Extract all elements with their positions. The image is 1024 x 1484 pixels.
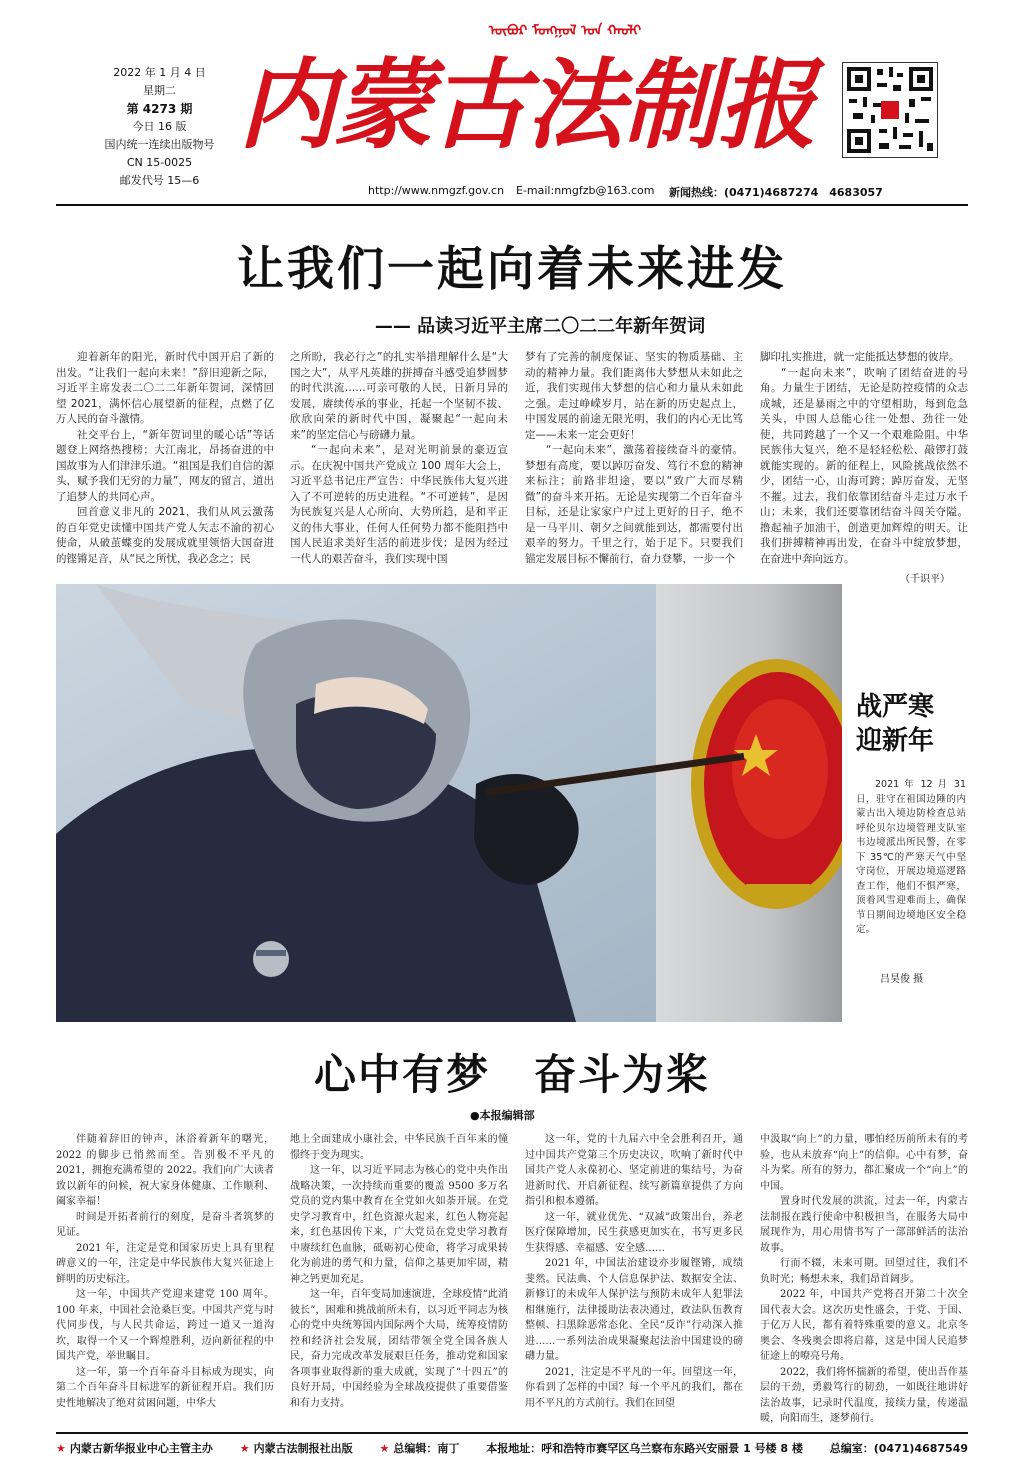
article2-byline: ●本报编辑部 xyxy=(470,1109,535,1122)
article1-byline: （千识平） xyxy=(900,574,950,585)
mongolian-title: ᠦᠪᠦᠷ ᠮᠣᠩᠭᠣᠯ ᠤᠨ ᠬᠠᠤᠯᠢ xyxy=(488,23,642,39)
article1-column-4: 脚印扎实推进，就一定能抵达梦想的彼岸。 “一起向未来”，吹响了团结奋进的号角。力量生于团结，无论是防控疫情的众志成城，还是暴雨之中的守望相助，每到危急关头，中国人总能心往一处想、劲往一处使，共同跨越了一个又一个艰难险阻。中华民族伟大复兴，绝不是轻轻松松、敲锣打鼓就能实现的。新的征程上，风险挑战依然不少，团结一心，山海可跨；踔厉奋发，无坚不摧。过去，我们依靠团结奋斗走过万水千山；未来，我们还要靠团结奋斗闯关夺隘。撸起袖子加油干，创造更加辉煌的明天。让我们拼搏精神再出发，在奋斗中绽放梦想，在奋进中奔向远方。 xyxy=(760,351,968,565)
article2-column-1: 伴随着辞旧的钟声，沐浴着新年的曙光，2022 的脚步已悄然而至。告别极不平凡的 2021，拥抱充满希望的 2022。我们向广大读者致以新年的问候，祝大家身体健康、工作顺利、阖家幸福！ 时间是开拓者前行的刻度，是奋斗者筑梦的见证。 2021 年，注定是党和国家历史上具有里程碑意义的一年，注定是中华民族伟大复兴征途上鲜明的历史标注。 这一年，中国共产党迎来建党 100 周年。100 年来，中国社会沧桑巨变。中国共产党与时代同步伐，与人民共命运，跨过一道又一道沟坎，取得一个又一个辉煌胜利，迈向新征程的中国共产党，举世瞩目。 这一年，第一个百年奋斗目标成为现实，向第二个百年奋斗目标进军的新征程开启。我们历史性地解决了绝对贫困问题，中华大 xyxy=(56,1134,274,1409)
photo-credit: 吕昊俊 摄 xyxy=(880,974,924,985)
article1-column-2: 之所盼，我必行之”的扎实举措理解什么是“大国之大”，从平凡英雄的拼搏奋斗感受追梦圆梦的时代洪流……可亲可敬的人民，日新月异的发展，赓续传承的事业，托起一个坚韧不拔、欣欣向荣的新时代中国，凝聚起“一起向未来”的坚定信心与磅礴力量。 “一起向未来”，是对光明前景的豪迈宣示。在庆祝中国共产党成立 100 周年大会上，习近平总书记庄严宣告：中华民族伟大复兴进入了不可逆转的历史进程。“不可逆转”，是因为民族复兴是人心所向、大势所趋，是和平正义的伟大事业，任何人任何势力都不能阻挡中国人民追求美好生活的前进步伐；是因为经过一代人的艰苦奋斗，我们实现中国 xyxy=(290,351,508,565)
main-headline: 让我们一起向着未来进发 xyxy=(237,242,787,297)
star-icon: ★ xyxy=(56,1442,66,1455)
main-subheadline: —— 品读习近平主席二〇二二年新年贺词 xyxy=(374,316,706,337)
serial-label: 国内统一连续出版物号 xyxy=(104,138,215,151)
website-link[interactable]: http://www.nmgzf.gov.cn xyxy=(368,184,505,197)
news-hotline: 新闻热线：(0471)4687274 4683057 xyxy=(669,186,883,199)
article2-column-3: 这一年，党的十九届六中全会胜利召开，通过中国共产党第三个历史决议，吹响了新时代中国共产党人永葆初心、坚定前进的集结号，为奋进新时代、开启新征程、续写新篇章提供了方向指引和根本遵循。 这一年，就业优先、“双减”政策出台，养老医疗保障增加，民生获感更加实在，书写更多民生获得感、幸福感、安全感…… 2021 年，中国法治建设亦步履铿锵，成绩斐然。民法典、个人信息保护法、数据安全法、新修订的未成年人保护法与预防未成年人犯罪法相继施行，法律援助法表决通过，政法队伍教育整顿、扫黑除恶常态化、全民“反诈”行动深入推进……一系列法治成果凝聚起法治中国建设的磅礴力量。 2021，注定是不平凡的一年。回望这一年，你看到了怎样的中国？每一个平凡的我们，都在用不平凡的方式前行。我们在回望 xyxy=(525,1134,743,1409)
page-count: 今日 16 版 xyxy=(132,120,187,133)
footer-rule xyxy=(56,1432,968,1434)
issue-date: 2022 年 1 月 4 日 xyxy=(113,66,206,79)
photo-caption: 2021 年 12 月 31 日，驻守在祖国边陲的内蒙古出入境边防检查总站呼伦贝尔边境管理支队室韦边境派出所民警，在零下 35℃的严寒天气中坚守岗位，开展边境巡逻路查工作，他们不惧严寒，顶着风雪迎难而上，确保节日期间边境地区安全稳定。 xyxy=(856,779,966,935)
email-link[interactable]: E-mail:nmgfzb@163.com xyxy=(516,184,655,197)
article1-column-1: 迎着新年的阳光，新时代中国开启了新的出发。“让我们一起向未来！”辞旧迎新之际，习近平主席发表二〇二二年新年贺词，深情回望 2021，满怀信心展望新的征程，点燃了亿万人民的奋斗激情。 社交平台上，“新年贺词里的暖心话”等话题登上网络热搜榜；大江南北，昂扬奋进的中国故事为人们津津乐道。“祖国是我们自信的源头，赋予我们无穷的力量”，网友的留言，道出了追梦人的共同心声。 回首意义非凡的 2021，我们从风云激荡的百年党史读懂中国共产党人矢志不渝的初心使命，从破茧蝶变的发展成就里领悟大国奋进的铿锵足音，从“民之所忧，我必念之；民 xyxy=(56,351,274,565)
issue-number: 第 4273 期 xyxy=(126,102,193,116)
article1-column-3: 梦有了完善的制度保证、坚实的物质基础、主动的精神力量。我们距离伟大梦想从未如此之近，我们实现伟大梦想的信心和力量从未如此之强。走过峥嵘岁月，站在新的历史起点上，中国发展的前途无限光明，我们的内心无比笃定——未来一定会更好！ “一起向未来”，激荡着接续奋斗的豪情。梦想有高度，要以踔厉奋发、笃行不怠的精神来标注；前路非坦途，要以“致广大而尽精微”的奋斗来开拓。无论是实现第二个百年奋斗目标，还是让家家户户过上更好的日子，绝不是一马平川、朝夕之间就能到达，都需要付出艰辛的努力。千里之行，始于足下。只要我们锚定发展目标不懈前行，奋力登攀，一步一个 xyxy=(525,351,743,565)
footer-sponsor: ★ 内蒙古新华报业中心主管主办 xyxy=(56,1442,213,1455)
qr-code-icon xyxy=(842,62,938,158)
cn-number: CN 15-0025 xyxy=(126,156,193,169)
newspaper-logo: 内蒙古法制报 xyxy=(238,48,815,163)
masthead-rule xyxy=(56,204,968,206)
footer-office-phone: 总编室：(0471)4687549 xyxy=(829,1442,968,1455)
article2-column-4: 中汲取“向上”的力量，哪怕经历前所未有的考验，也从未放弃“向上”的信仰。心中有梦，奋斗为桨。所有的努力，都汇聚成一个“向上”的中国。 置身时代发展的洪流，过去一年，内蒙古法制报在践行使命中积极担当，在服务大局中展现作为，用心用情书写了一部部鲜活的法治故事。 行而不辍，未来可期。回望过往，我们不负时光；畅想未来，我们昂首阔步。 2022 年，中国共产党将召开第二十次全国代表大会。这次历史性盛会，于党、于国、于亿万人民，都有着特殊重要的意义。北京冬奥会、冬残奥会即将启幕，这是中国人民追梦征途上的嘹亮号角。 2022，我们将怀揣新的希望，使出吾作基层的干劲，勇毅笃行的韧劲，一如既往地讲好法治故事，记录时代温度，接续力量，传递温暖，向阳而生，逐梦前行。 xyxy=(760,1134,968,1424)
article2-column-2: 地上全面建成小康社会，中华民族千百年来的憧憬终于变为现实。 这一年，以习近平同志为核心的党中央作出战略决策，一次持续而重要的覆盖 9500 多万名党员的党内集中教育在全党如火如荼开展。在党史学习教育中，红色资源火起来，红色人物亮起来，红色基因传下来，广大党员在党史学习教育中赓续红色血脉，砥砺初心使命，将学习成果转化为前进的勇气和力量，信仰之基更加牢固，精神之钙更加充足。 这一年，百年变局加速演进，全球疫情“此消彼长”，困难和挑战前所未有，以习近平同志为核心的党中央统筹国内国际两个大局，统筹疫情防控和经济社会发展，团结带领全党全国各族人民，奋力完成改革发展艰巨任务，推动党和国家各项事业取得新的重大成就，实现了“十四五”的良好开局，中国经验为全球战疫提供了重要借鉴和有力支持。 xyxy=(290,1134,508,1409)
footer-editor: ★ 总编辑：南丁 xyxy=(379,1442,460,1455)
star-icon: ★ xyxy=(239,1442,250,1455)
issue-weekday: 星期二 xyxy=(143,84,176,97)
footer-publisher: ★ 内蒙古法制报社出版 xyxy=(239,1442,353,1455)
second-headline: 心中有梦 奋斗为桨 xyxy=(313,1050,710,1099)
footer-address: 本报地址：呼和浩特市赛罕区乌兰察布东路兴安丽景 1 号楼 8 楼 xyxy=(486,1442,803,1455)
edition-info xyxy=(92,64,227,190)
footer-bar xyxy=(56,1440,968,1456)
photo-caption-title: 战严寒 迎新年 xyxy=(856,692,935,756)
star-icon: ★ xyxy=(379,1442,390,1455)
postal-code: 邮发代号 15—6 xyxy=(119,174,200,187)
news-photo xyxy=(56,584,842,1022)
